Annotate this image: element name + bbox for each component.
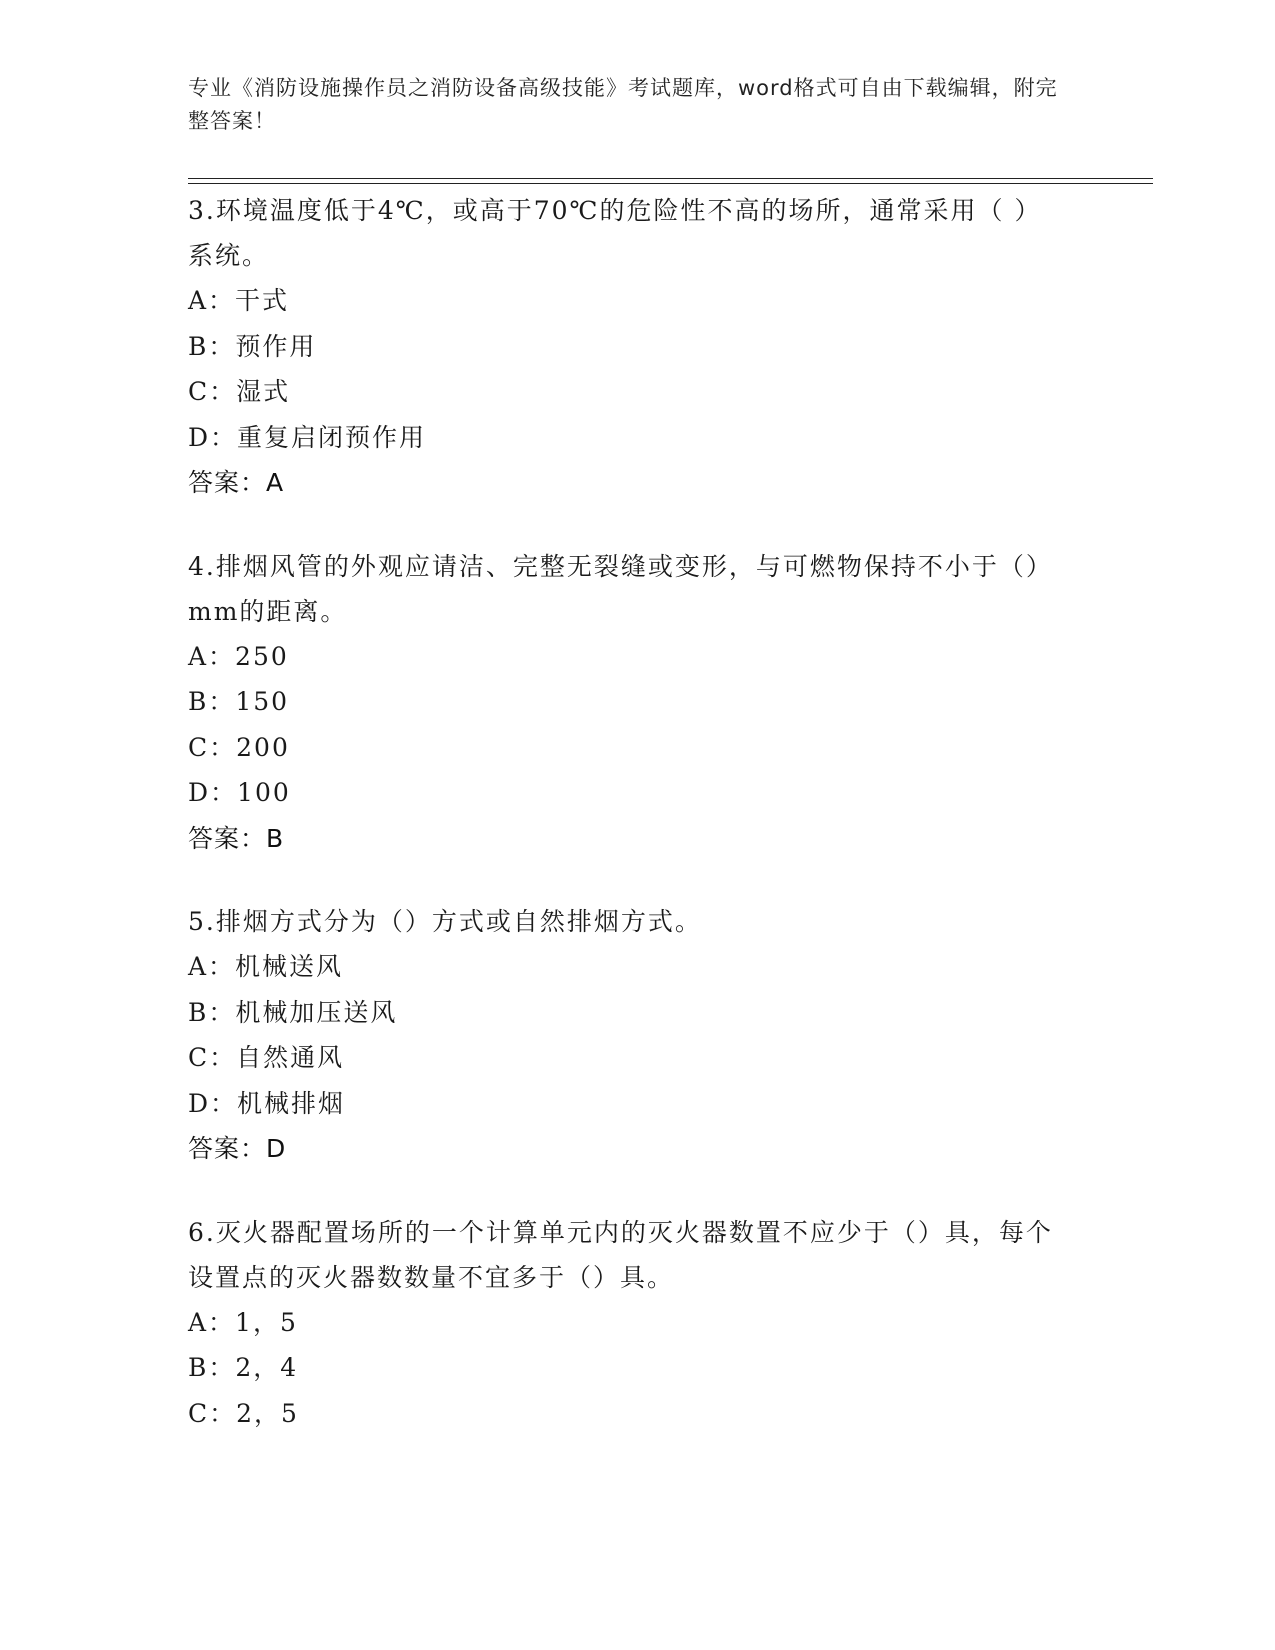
- answer-line: 答案：A: [188, 468, 285, 497]
- option-c: C：自然通风: [188, 1043, 345, 1072]
- option-a: A：250: [188, 641, 289, 671]
- option-c: C：2，5: [188, 1398, 299, 1428]
- question-4: [188, 544, 1068, 862]
- option-b: B：机械加压送风: [188, 997, 398, 1027]
- question-5: [188, 899, 1068, 1172]
- option-d: D：100: [188, 778, 291, 807]
- header-rule-bottom: [188, 183, 1153, 184]
- question-list: [188, 188, 1068, 1474]
- question-3: [188, 188, 1068, 506]
- option-c: C：200: [188, 732, 290, 762]
- option-a: A：干式: [188, 286, 290, 315]
- question-stem: 6.灭火器配置场所的一个计算单元内的灭火器数置不应少于（）具，每个设置点的灭火器数数量不宜多于（）具。: [188, 1217, 1053, 1292]
- question-stem: 4.排烟风管的外观应请洁、完整无裂缝或变形，与可燃物保持不小于（）mm的距离。: [188, 551, 1053, 626]
- option-b: B：2，4: [188, 1353, 299, 1382]
- option-d: D：重复启闭预作用: [188, 422, 427, 452]
- option-a: A：机械送风: [188, 952, 344, 981]
- option-c: C：湿式: [188, 377, 291, 406]
- document-header: 专业《消防设施操作员之消防设备高级技能》考试题库，word格式可自由下载编辑，附完整答案！: [188, 76, 1058, 133]
- option-b: B：预作用: [188, 331, 317, 361]
- option-d: D：机械排烟: [188, 1088, 346, 1118]
- answer-line: 答案：D: [188, 1134, 287, 1163]
- option-a: A：1，5: [188, 1307, 298, 1337]
- question-6: [188, 1210, 1068, 1437]
- question-stem: 3.环境温度低于4℃，或高于70℃的危险性不高的场所，通常采用（ ）系统。: [188, 196, 1042, 270]
- question-stem: 5.排烟方式分为（）方式或自然排烟方式。: [188, 907, 702, 936]
- option-b: B：150: [188, 687, 290, 716]
- header-rule-top: [188, 178, 1153, 179]
- answer-line: 答案：B: [188, 823, 285, 853]
